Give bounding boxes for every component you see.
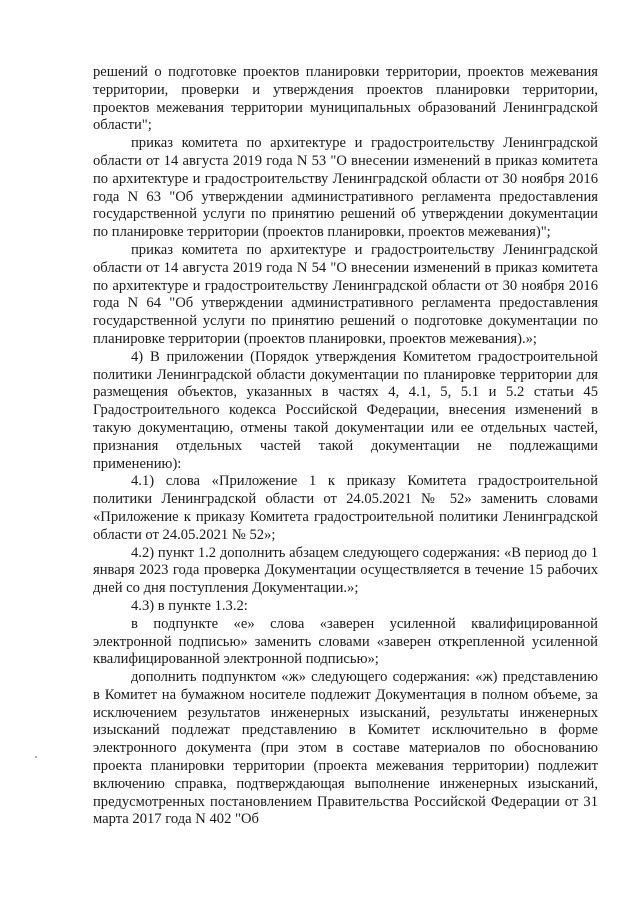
paragraph-item-4-2: 4.2) пункт 1.2 дополнить абзацем следующего содержания: «В период до 1 января 2023 года проверка Документации осуществляется в течение 15 рабочих дней со дня поступления Документации.»; <box>93 544 598 597</box>
paragraph-subitem-e: в подпункте «е» слова «заверен усиленной квалифицированной электронной подписью» заменить словами «заверен открепленной усиленной квалифицированной электронной подписью»; <box>93 615 598 668</box>
paragraph-order-53: приказ комитета по архитектуре и градостроительству Ленинградской области от 14 августа 2019 года N 53 "О внесении изменений в приказ комитета по архитектуре и градостроительству Ленинградской области от 30 ноября 2016 года N 63 "Об утверждении административного регламента предоставления государственной услуги по принятию решений об утверждении документации по планировке территории (проектов планировки, проектов межевания)"; <box>93 135 598 241</box>
paragraph-continuation: решений о подготовке проектов планировки территории, проектов межевания территории, проверки и утверждения проектов планировки территории, проектов межевания территории муниципальных образований Ленинградской области"; <box>93 64 598 134</box>
paragraph-subitem-zh: дополнить подпунктом «ж» следующего содержания: «ж) представлению в Комитет на бумажном носителе подлежит Документация в полном объеме, за исключением результатов инженерных изысканий, результаты инженерных изысканий подлежат представлению в Комитет исключительно в форме электронного документа (при этом в составе материалов по обоснованию проекта планировки территории (проекта межевания территории) подлежит включению справка, подтверждающая выполнение инженерных изысканий, предусмотренных постановлением Правительства Российской Федерации от 31 марта 2017 года N 402 "Об <box>93 669 598 828</box>
paragraph-order-54: приказ комитета по архитектуре и градостроительству Ленинградской области от 14 августа 2019 года N 54 "О внесении изменений в приказ комитета по архитектуре и градостроительству Ленинградской области от 30 ноября 2016 года N 64 "Об утверждении административного регламента предоставления государственной услуги по принятию решений о подготовке документации по планировке территории (проектов планировки, проектов межевания).»; <box>93 241 598 347</box>
paragraph-item-4-1: 4.1) слова «Приложение 1 к приказу Комитета градостроительной политики Ленинградской области от 24.05.2021 № 52» заменить словами «Приложение к приказу Комитета градостроительной политики Ленинградской области от 24.05.2021 № 52»; <box>93 473 598 543</box>
paragraph-item-4: 4) В приложении (Порядок утверждения Комитетом градостроительной политики Ленинградской области документации по планировке территории для размещения объектов, указанных в частях 4, 4.1, 5, 5.1 и 5.2 статьи 45 Градостроительного кодекса Российской Федерации, внесения изменений в такую документацию, отмены такой документации или ее отдельных частей, признания отдельных частей такой документации не подлежащими применению): <box>93 348 598 472</box>
paragraph-item-4-3: 4.3) в пункте 1.3.2: <box>131 597 248 614</box>
margin-mark <box>35 756 37 758</box>
